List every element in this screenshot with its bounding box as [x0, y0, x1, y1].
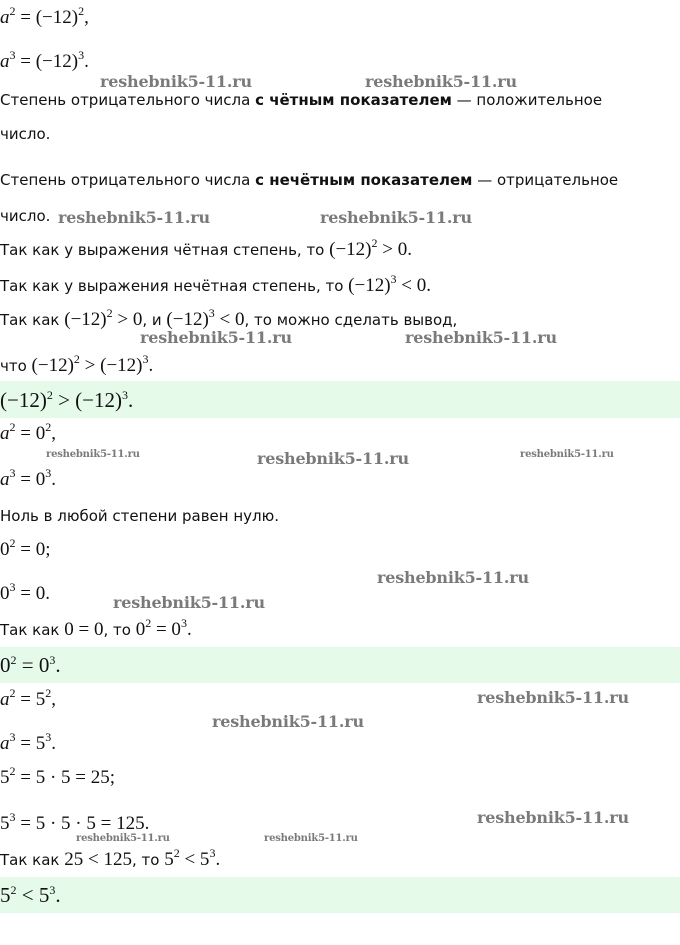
- text-line: Ноль в любой степени равен нулю.: [0, 507, 280, 525]
- text-line: Степень отрицательного числа с чётным показателем — положительное: [0, 91, 603, 109]
- watermark: reshebnik5-11.ru: [264, 833, 358, 844]
- formula-line: $a^3 = (-12)^3$.: [0, 48, 89, 72]
- formula-line: $0^2 = 0$;: [0, 536, 51, 560]
- formula-line: $a^2 = (-12)^2$,: [0, 4, 89, 28]
- watermark: reshebnik5-11.ru: [113, 593, 265, 612]
- formula-line: $0^3 = 0$.: [0, 580, 50, 604]
- text-line: Так как 25 < 125, то $5^2 < 5^3$.: [0, 846, 221, 870]
- watermark: reshebnik5-11.ru: [100, 72, 252, 91]
- formula-line: $5^2 = 5 \cdot 5 = 25$;: [0, 764, 116, 788]
- text-line: число.: [0, 125, 51, 143]
- answer-band: [0, 647, 680, 683]
- formula-line: $a^3 = 5^3$.: [0, 730, 56, 754]
- text-line: Степень отрицательного числа с нечётным показателем — отрицательное: [0, 171, 619, 189]
- formula-line: $5^3 = 5 \cdot 5 \cdot 5 = 125$.: [0, 810, 150, 834]
- text-line: Так как у выражения нечётная степень, то $(-12)^3 < 0$.: [0, 272, 432, 296]
- watermark: reshebnik5-11.ru: [140, 328, 292, 347]
- answer-band: [0, 877, 680, 913]
- answer-line: $(-12)^2 > (-12)^3$.: [0, 388, 134, 412]
- watermark: reshebnik5-11.ru: [405, 328, 557, 347]
- answer-line: $5^2 < 5^3$.: [0, 883, 61, 907]
- watermark: reshebnik5-11.ru: [257, 449, 409, 468]
- watermark: reshebnik5-11.ru: [377, 568, 529, 587]
- watermark: reshebnik5-11.ru: [477, 808, 629, 827]
- watermark: reshebnik5-11.ru: [477, 688, 629, 707]
- watermark: reshebnik5-11.ru: [212, 712, 364, 731]
- text-line: число.: [0, 207, 51, 225]
- text-line: Так как у выражения чётная степень, то $(-12)^2 > 0$.: [0, 236, 412, 260]
- watermark: reshebnik5-11.ru: [520, 449, 614, 460]
- watermark: reshebnik5-11.ru: [320, 208, 472, 227]
- text-line: Так как $(-12)^2 > 0$, и $(-12)^3 < 0$, то можно сделать вывод,: [0, 306, 458, 330]
- formula-line: $a^2 = 0^2$,: [0, 420, 56, 444]
- watermark: reshebnik5-11.ru: [46, 449, 140, 460]
- watermark: reshebnik5-11.ru: [58, 208, 210, 227]
- text-line: что $(-12)^2 > (-12)^3$.: [0, 352, 154, 376]
- watermark: reshebnik5-11.ru: [365, 72, 517, 91]
- formula-line: $a^2 = 5^2$,: [0, 686, 56, 710]
- text-line: Так как 0 = 0, то $0^2 = 0^3$.: [0, 616, 192, 640]
- watermark: reshebnik5-11.ru: [76, 833, 170, 844]
- formula-line: $a^3 = 0^3$.: [0, 466, 56, 490]
- answer-line: $0^2 = 0^3$.: [0, 653, 61, 677]
